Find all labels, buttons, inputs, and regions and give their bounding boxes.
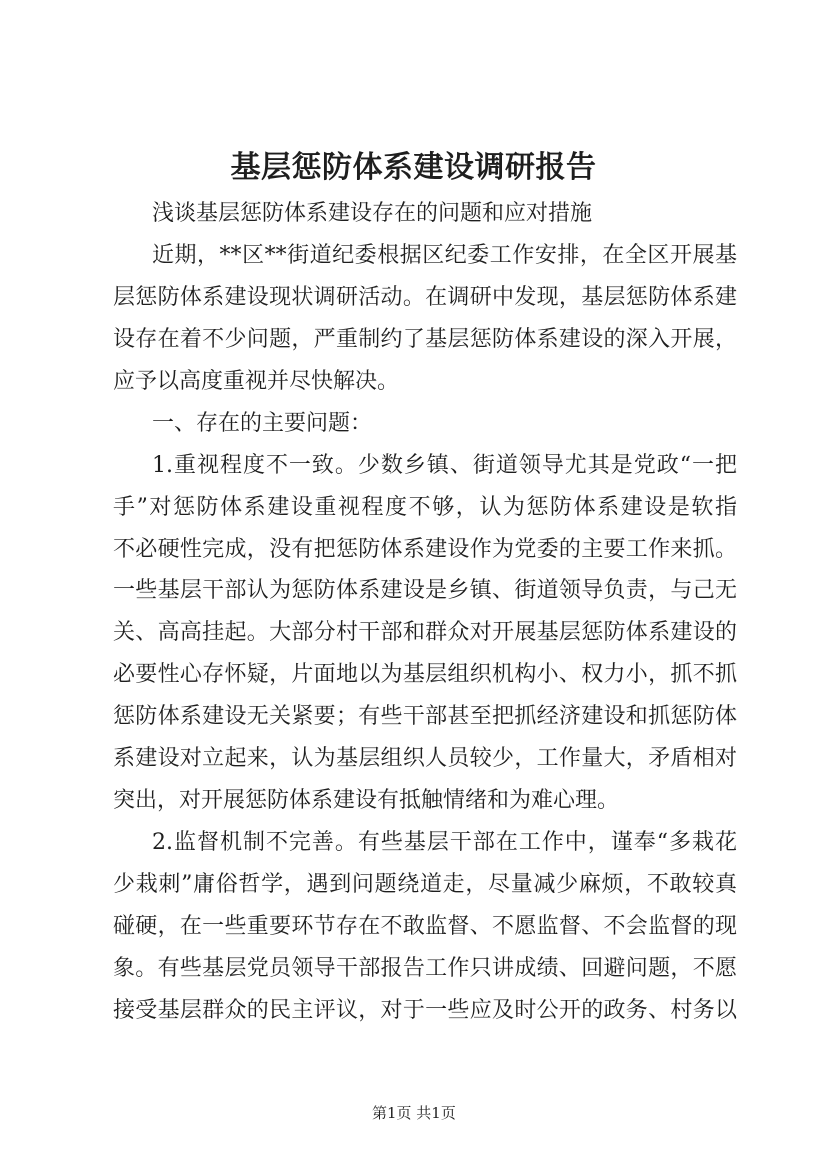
paragraph-line: 层惩防体系建设现状调研活动。在调研中发现，基层惩防体系建 [113,284,737,310]
document-subtitle: 浅谈基层惩防体系建设存在的问题和应对措施 [152,201,593,226]
document-title: 基层惩防体系建设调研报告 [230,150,597,185]
paragraph-line: 手”对惩防体系建设重视程度不够，认为惩防体系建设是软指 [113,494,737,520]
paragraph-line: 系建设对立起来，认为基层组织人员较少，工作量大，矛盾相对 [113,746,737,772]
paragraph-intro [113,235,737,403]
paragraph-line: 象。有些基层党员领导干部报告工作只讲成绩、回避问题，不愿 [113,955,737,981]
paragraph-line: 设存在着不少问题，严重制约了基层惩防体系建设的深入开展， [113,326,737,352]
paragraph-line: 1.重视程度不一致。少数乡镇、街道领导尤其是党政“一把 [152,452,737,478]
paragraph-line: 惩防体系建设无关紧要；有些干部甚至把抓经济建设和抓惩防体 [113,704,737,730]
paragraph-line: 少栽刺”庸俗哲学，遇到问题绕道走，尽量减少麻烦，不敢较真 [113,872,737,897]
paragraph-line: 应予以高度重视并尽快解决。 [113,368,400,394]
paragraph-point-2 [113,822,737,1032]
paragraph-line: 必要性心存怀疑，片面地以为基层组织机构小、权力小，抓不抓 [113,662,737,688]
paragraph-line: 关、高高挂起。大部分村干部和群众对开展基层惩防体系建设的 [113,620,737,646]
document-body [113,193,737,1032]
paragraph-point-1 [113,445,737,822]
paragraph-line: 一些基层干部认为惩防体系建设是乡镇、街道领导负责，与己无 [113,578,737,604]
paragraph-line: 突出，对开展惩防体系建设有抵触情绪和为难心理。 [113,788,620,814]
paragraph-line: 2.监督机制不完善。有些基层干部在工作中，谨奉“多栽花 [152,830,737,856]
paragraph-line: 不必硬性完成，没有把惩防体系建设作为党委的主要工作来抓。 [113,536,737,562]
paragraph-line: 近期，**区**街道纪委根据区纪委工作安排，在全区开展基 [152,242,737,268]
paragraph-line: 接受基层群众的民主评议，对于一些应及时公开的政务、村务以 [113,997,737,1023]
page-footer: 第1页 共1页 [372,1104,456,1122]
section-heading [113,403,737,445]
section-heading-text: 一、存在的主要问题： [152,410,373,436]
paragraph-line: 碰硬，在一些重要环节存在不敢监督、不愿监督、不会监督的现 [113,913,737,939]
